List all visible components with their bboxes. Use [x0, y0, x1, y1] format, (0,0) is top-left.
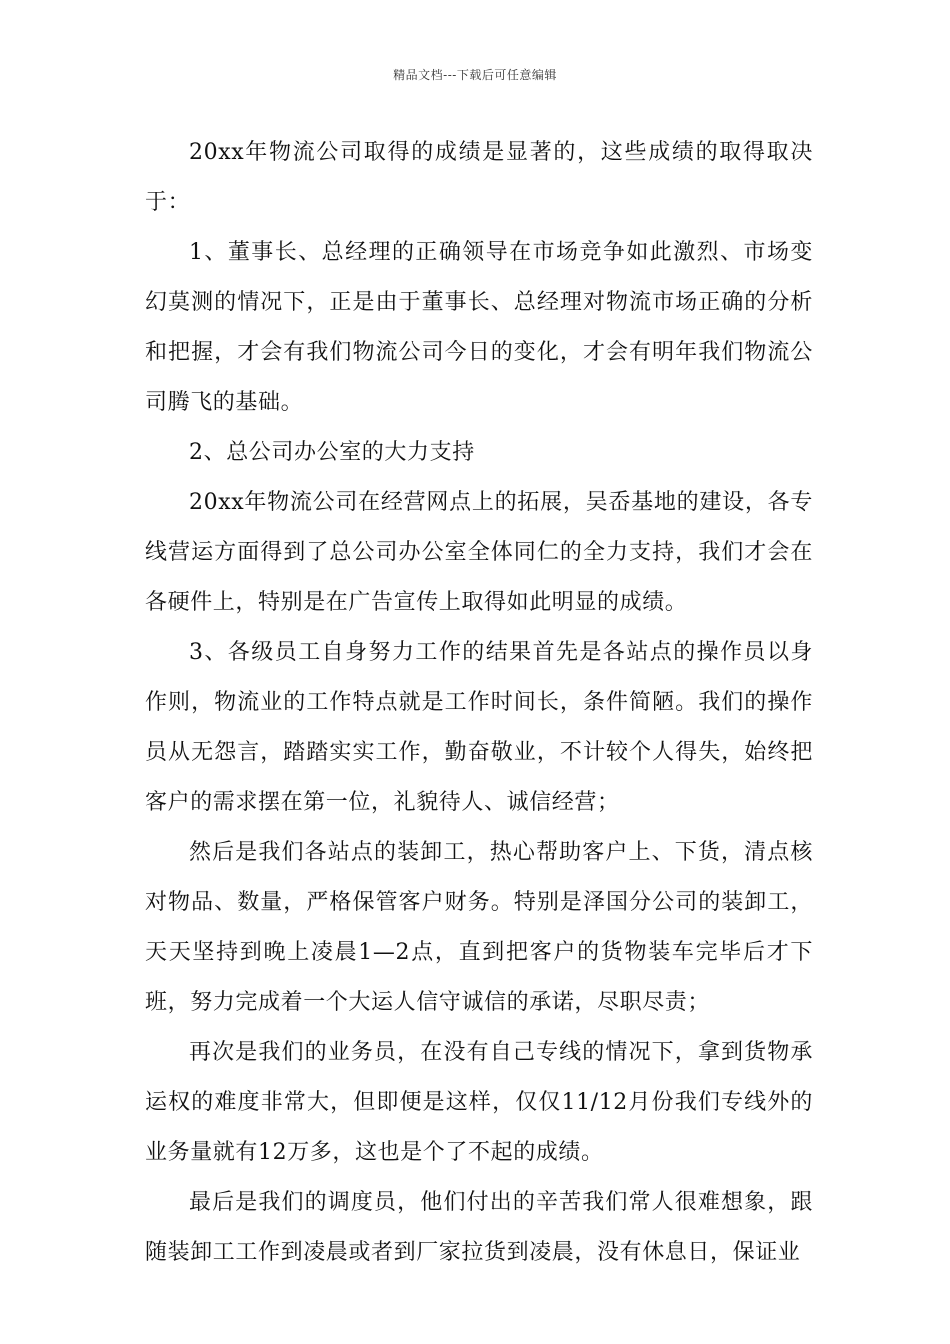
- paragraph-point-2-body: 20xx年物流公司在经营网点上的拓展，吴岙基地的建设，各专线营运方面得到了总公司办公室全体同仁的全力支持，我们才会在各硬件上，特别是在广告宣传上取得如此明显的成绩。: [145, 490, 813, 615]
- paragraph-dispatchers: 最后是我们的调度员，他们付出的辛苦我们常人很难想象，跟随装卸工工作到凌晨或者到厂家拉货到凌晨，没有休息日，保证业: [145, 1190, 813, 1265]
- paragraph-salespeople: 再次是我们的业务员，在没有自己专线的情况下，拿到货物承运权的难度非常大，但即便是这样，仅仅11/12月份我们专线外的业务量就有12万多，这也是个了不起的成绩。: [145, 1040, 813, 1165]
- paragraph-point-2-heading: 2、总公司办公室的大力支持: [189, 440, 475, 465]
- paragraph-loaders: 然后是我们各站点的装卸工，热心帮助客户上、下货，清点核对物品、数量，严格保管客户财务。特别是泽国分公司的装卸工，天天坚持到晚上凌晨1—2点，直到把客户的货物装车完毕后才下班，努力完成着一个大运人信守诚信的承诺，尽职尽责；: [145, 840, 813, 1015]
- document-body: [145, 128, 813, 1278]
- paragraph-point-1: 1、董事长、总经理的正确领导在市场竞争如此激烈、市场变幻莫测的情况下，正是由于董事长、总经理对物流市场正确的分析和把握，才会有我们物流公司今日的变化，才会有明年我们物流公司腾飞的基础。: [145, 240, 813, 415]
- paragraph-point-3: 3、各级员工自身努力工作的结果首先是各站点的操作员以身作则，物流业的工作特点就是工作时间长，条件简陋。我们的操作员从无怨言，踏踏实实工作，勤奋敬业，不计较个人得失，始终把客户的需求摆在第一位，礼貌待人、诚信经营；: [145, 640, 813, 815]
- paragraph-intro: 20xx年物流公司取得的成绩是显著的，这些成绩的取得取决于：: [145, 140, 813, 215]
- page-header: 精品文档---下载后可任意编辑: [393, 68, 557, 82]
